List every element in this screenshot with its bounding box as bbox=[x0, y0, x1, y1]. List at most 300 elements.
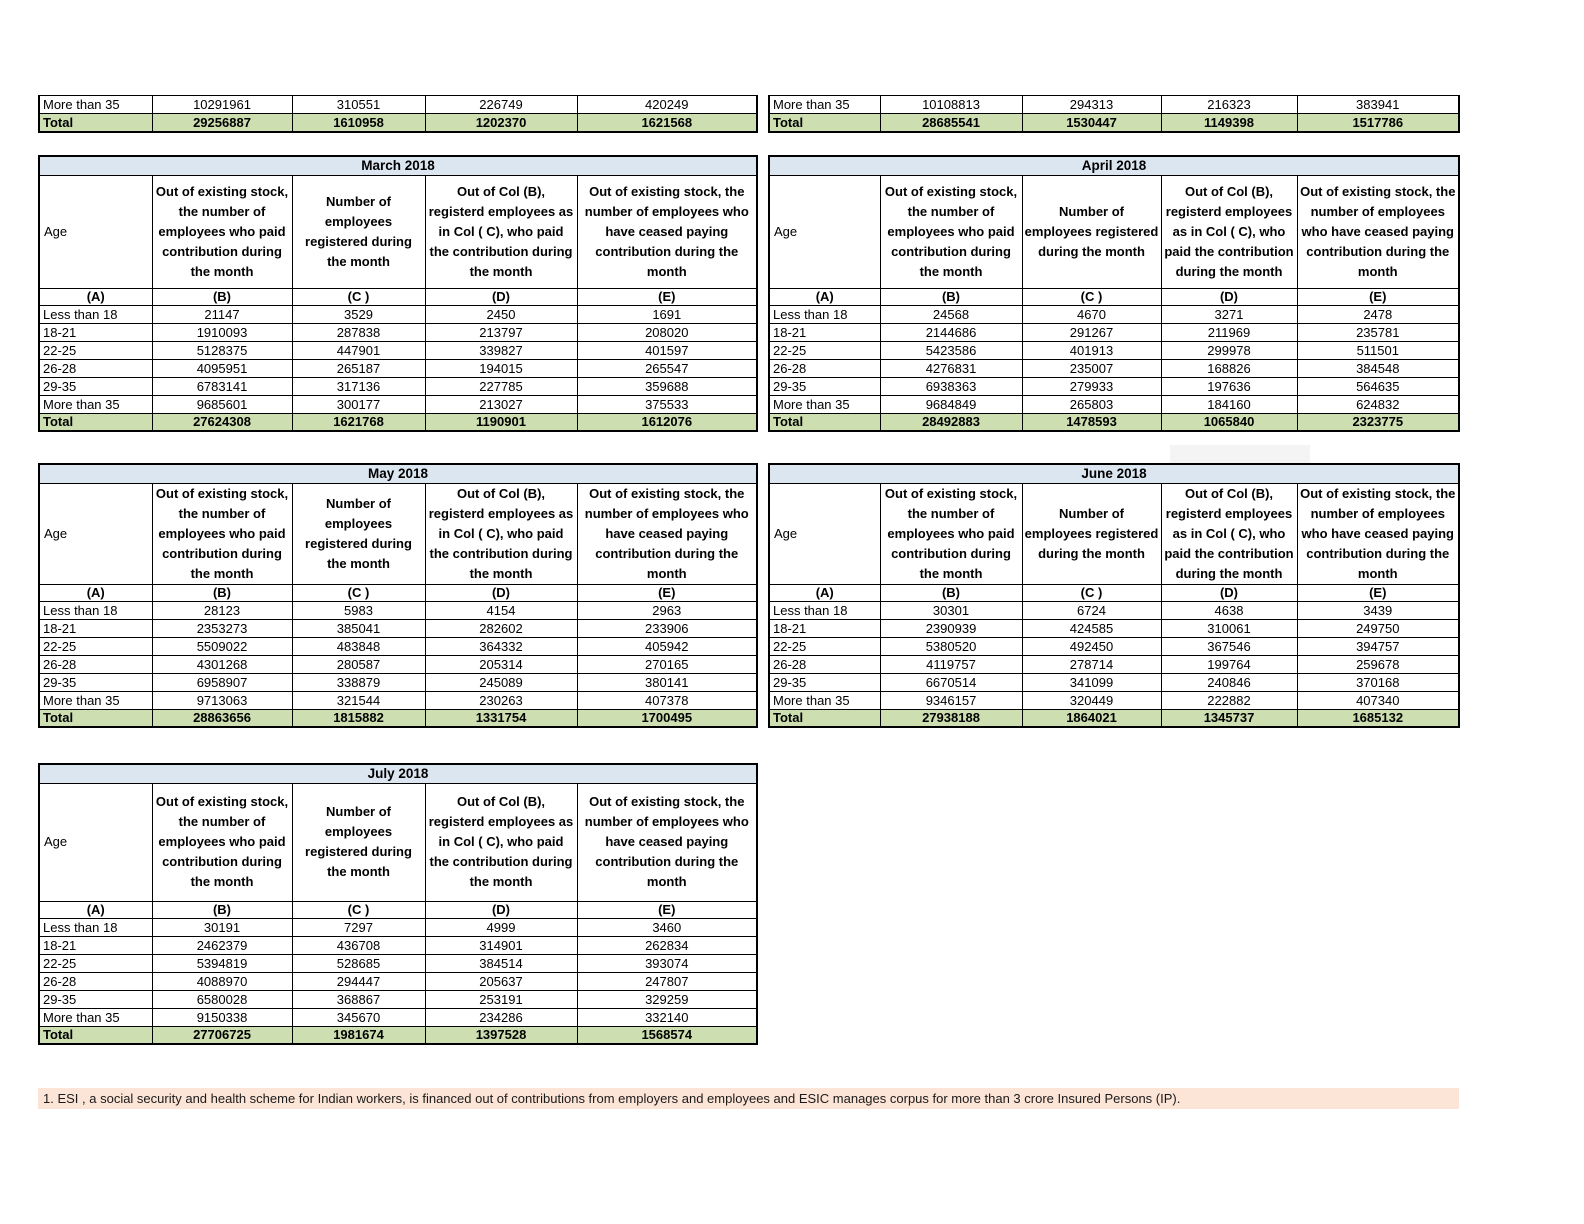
row-label-cell: 26-28 bbox=[769, 359, 880, 377]
value-cell: 1610958 bbox=[292, 114, 425, 132]
value-cell: 9713063 bbox=[152, 691, 292, 709]
total-row bbox=[769, 709, 1459, 727]
table-row bbox=[39, 359, 757, 377]
march-rows bbox=[39, 305, 757, 431]
table-row bbox=[39, 990, 757, 1008]
value-cell: 28685541 bbox=[880, 114, 1022, 132]
value-cell: 341099 bbox=[1022, 673, 1161, 691]
value-cell: 364332 bbox=[425, 637, 577, 655]
table-row bbox=[769, 601, 1459, 619]
row-label-cell: 29-35 bbox=[39, 377, 152, 395]
value-cell: 245089 bbox=[425, 673, 577, 691]
row-label-cell: 22-25 bbox=[769, 637, 880, 655]
value-cell: 1517786 bbox=[1297, 114, 1459, 132]
value-cell: 394757 bbox=[1297, 637, 1459, 655]
row-label-cell: 18-21 bbox=[769, 323, 880, 341]
table-row bbox=[39, 601, 757, 619]
table-row bbox=[769, 341, 1459, 359]
row-label-cell: Total bbox=[769, 114, 880, 132]
column-letters-row bbox=[39, 288, 757, 305]
table-row bbox=[769, 377, 1459, 395]
column-letter: (D) bbox=[425, 584, 577, 601]
value-cell: 235007 bbox=[1022, 359, 1161, 377]
value-cell: 332140 bbox=[577, 1008, 757, 1026]
value-cell: 624832 bbox=[1297, 395, 1459, 413]
table-row bbox=[39, 377, 757, 395]
row-label-cell: More than 35 bbox=[769, 691, 880, 709]
table-row bbox=[769, 691, 1459, 709]
row-label-cell: Less than 18 bbox=[769, 305, 880, 323]
value-cell: 5423586 bbox=[880, 341, 1022, 359]
row-label-cell: More than 35 bbox=[39, 395, 152, 413]
value-cell: 226749 bbox=[425, 96, 577, 114]
column-header-d: Out of Col (B), registerd employees as in Col ( C), who paid the contribution during the month bbox=[1161, 175, 1297, 288]
table-row bbox=[769, 305, 1459, 323]
value-cell: 3271 bbox=[1161, 305, 1297, 323]
value-cell: 205314 bbox=[425, 655, 577, 673]
row-label-cell: 22-25 bbox=[39, 341, 152, 359]
july-rows bbox=[39, 918, 757, 1044]
row-label-cell: Total bbox=[39, 709, 152, 727]
value-cell: 5394819 bbox=[152, 954, 292, 972]
value-cell: 300177 bbox=[292, 395, 425, 413]
value-cell: 1612076 bbox=[577, 413, 757, 431]
row-label-cell: Total bbox=[769, 413, 880, 431]
column-header-c: Number of employees registered during the month bbox=[1022, 175, 1161, 288]
column-letter: (B) bbox=[152, 901, 292, 918]
total-row bbox=[39, 114, 757, 132]
table-row bbox=[769, 673, 1459, 691]
value-cell: 420249 bbox=[577, 96, 757, 114]
row-label-cell: 18-21 bbox=[39, 323, 152, 341]
value-cell: 299978 bbox=[1161, 341, 1297, 359]
value-cell: 265187 bbox=[292, 359, 425, 377]
value-cell: 4088970 bbox=[152, 972, 292, 990]
column-letter: (E) bbox=[1297, 288, 1459, 305]
value-cell: 265547 bbox=[577, 359, 757, 377]
value-cell: 436708 bbox=[292, 936, 425, 954]
value-cell: 492450 bbox=[1022, 637, 1161, 655]
row-label-cell: Less than 18 bbox=[39, 918, 152, 936]
value-cell: 27938188 bbox=[880, 709, 1022, 727]
column-letter: (B) bbox=[880, 584, 1022, 601]
value-cell: 278714 bbox=[1022, 655, 1161, 673]
row-label-cell: 22-25 bbox=[769, 341, 880, 359]
column-letter: (C ) bbox=[1022, 288, 1161, 305]
table-row bbox=[39, 1008, 757, 1026]
value-cell: 294313 bbox=[1022, 96, 1161, 114]
value-cell: 1202370 bbox=[425, 114, 577, 132]
value-cell: 321544 bbox=[292, 691, 425, 709]
column-header-d: Out of Col (B), registerd employees as in Col ( C), who paid the contribution during the month bbox=[425, 783, 577, 901]
value-cell: 3439 bbox=[1297, 601, 1459, 619]
value-cell: 168826 bbox=[1161, 359, 1297, 377]
row-label-cell: 26-28 bbox=[39, 655, 152, 673]
table-row bbox=[39, 936, 757, 954]
table-row bbox=[39, 96, 757, 114]
value-cell: 345670 bbox=[292, 1008, 425, 1026]
row-label-cell: More than 35 bbox=[39, 691, 152, 709]
row-label-cell: 29-35 bbox=[39, 673, 152, 691]
value-cell: 359688 bbox=[577, 377, 757, 395]
value-cell: 4276831 bbox=[880, 359, 1022, 377]
table-row bbox=[39, 691, 757, 709]
column-header-b: Out of existing stock, the number of employees who paid contribution during the month bbox=[152, 483, 292, 584]
row-label-cell: More than 35 bbox=[39, 1008, 152, 1026]
month-title: March 2018 bbox=[39, 156, 757, 175]
value-cell: 4301268 bbox=[152, 655, 292, 673]
value-cell: 483848 bbox=[292, 637, 425, 655]
total-row bbox=[39, 413, 757, 431]
column-header-e: Out of existing stock, the number of employees who have ceased paying contribution during the month bbox=[1297, 175, 1459, 288]
value-cell: 21147 bbox=[152, 305, 292, 323]
value-cell: 287838 bbox=[292, 323, 425, 341]
value-cell: 3460 bbox=[577, 918, 757, 936]
row-label-cell: 29-35 bbox=[769, 377, 880, 395]
table-row bbox=[39, 637, 757, 655]
value-cell: 383941 bbox=[1297, 96, 1459, 114]
row-label-cell: Less than 18 bbox=[769, 601, 880, 619]
value-cell: 5983 bbox=[292, 601, 425, 619]
value-cell: 5380520 bbox=[880, 637, 1022, 655]
column-header-b: Out of existing stock, the number of employees who paid contribution during the month bbox=[880, 175, 1022, 288]
value-cell: 511501 bbox=[1297, 341, 1459, 359]
row-label-cell: Total bbox=[39, 114, 152, 132]
value-cell: 1910093 bbox=[152, 323, 292, 341]
value-cell: 5509022 bbox=[152, 637, 292, 655]
value-cell: 7297 bbox=[292, 918, 425, 936]
value-cell: 310061 bbox=[1161, 619, 1297, 637]
column-letters-row bbox=[769, 288, 1459, 305]
value-cell: 10108813 bbox=[880, 96, 1022, 114]
table-row bbox=[39, 972, 757, 990]
value-cell: 314901 bbox=[425, 936, 577, 954]
value-cell: 10291961 bbox=[152, 96, 292, 114]
artifact-band bbox=[1170, 445, 1310, 463]
value-cell: 253191 bbox=[425, 990, 577, 1008]
value-cell: 1621768 bbox=[292, 413, 425, 431]
value-cell: 216323 bbox=[1161, 96, 1297, 114]
row-label-cell: 29-35 bbox=[769, 673, 880, 691]
table-row bbox=[39, 395, 757, 413]
row-label-cell: Total bbox=[769, 709, 880, 727]
value-cell: 6724 bbox=[1022, 601, 1161, 619]
column-header-e: Out of existing stock, the number of employees who have ceased paying contribution during the month bbox=[1297, 483, 1459, 584]
month-title: April 2018 bbox=[769, 156, 1459, 175]
row-label-cell: 29-35 bbox=[39, 990, 152, 1008]
value-cell: 1331754 bbox=[425, 709, 577, 727]
column-letter: (C ) bbox=[292, 901, 425, 918]
value-cell: 320449 bbox=[1022, 691, 1161, 709]
april-rows bbox=[769, 305, 1459, 431]
column-letter: (D) bbox=[1161, 288, 1297, 305]
june-2018-table bbox=[768, 463, 1460, 728]
value-cell: 24568 bbox=[880, 305, 1022, 323]
column-letters-row bbox=[39, 584, 757, 601]
value-cell: 367546 bbox=[1161, 637, 1297, 655]
footnote: 1. ESI , a social security and health scheme for Indian workers, is financed out of contributions from employers and employees and ESIC manages corpus for more than 3 crore Insured Persons (IP). bbox=[38, 1088, 1459, 1109]
value-cell: 338879 bbox=[292, 673, 425, 691]
value-cell: 184160 bbox=[1161, 395, 1297, 413]
value-cell: 249750 bbox=[1297, 619, 1459, 637]
value-cell: 27624308 bbox=[152, 413, 292, 431]
column-header-d: Out of Col (B), registerd employees as in Col ( C), who paid the contribution during the month bbox=[425, 483, 577, 584]
value-cell: 28123 bbox=[152, 601, 292, 619]
value-cell: 2144686 bbox=[880, 323, 1022, 341]
column-letter: (A) bbox=[769, 288, 880, 305]
column-header-c: Number of employees registered during the month bbox=[292, 175, 425, 288]
value-cell: 1345737 bbox=[1161, 709, 1297, 727]
row-label-cell: Total bbox=[39, 413, 152, 431]
value-cell: 265803 bbox=[1022, 395, 1161, 413]
value-cell: 4638 bbox=[1161, 601, 1297, 619]
column-header-d: Out of Col (B), registerd employees as in Col ( C), who paid the contribution during the month bbox=[425, 175, 577, 288]
value-cell: 384514 bbox=[425, 954, 577, 972]
march-2018-table bbox=[38, 155, 758, 432]
value-cell: 3529 bbox=[292, 305, 425, 323]
value-cell: 29256887 bbox=[152, 114, 292, 132]
value-cell: 2323775 bbox=[1297, 413, 1459, 431]
table-row bbox=[39, 323, 757, 341]
age-column-header: Age bbox=[39, 483, 152, 584]
table-row bbox=[769, 619, 1459, 637]
value-cell: 393074 bbox=[577, 954, 757, 972]
value-cell: 4154 bbox=[425, 601, 577, 619]
column-header-e: Out of existing stock, the number of employees who have ceased paying contribution during the month bbox=[577, 483, 757, 584]
column-letters-row bbox=[39, 901, 757, 918]
value-cell: 317136 bbox=[292, 377, 425, 395]
value-cell: 407378 bbox=[577, 691, 757, 709]
value-cell: 2450 bbox=[425, 305, 577, 323]
table-row bbox=[39, 918, 757, 936]
row-label-cell: 18-21 bbox=[39, 936, 152, 954]
partial-table-right bbox=[768, 95, 1460, 133]
value-cell: 235781 bbox=[1297, 323, 1459, 341]
value-cell: 27706725 bbox=[152, 1026, 292, 1044]
value-cell: 4119757 bbox=[880, 655, 1022, 673]
value-cell: 1700495 bbox=[577, 709, 757, 727]
table-row bbox=[769, 637, 1459, 655]
total-row bbox=[39, 1026, 757, 1044]
column-letter: (D) bbox=[425, 901, 577, 918]
value-cell: 6580028 bbox=[152, 990, 292, 1008]
value-cell: 401597 bbox=[577, 341, 757, 359]
column-letter: (C ) bbox=[1022, 584, 1161, 601]
value-cell: 6670514 bbox=[880, 673, 1022, 691]
row-label-cell: More than 35 bbox=[769, 96, 880, 114]
column-header-c: Number of employees registered during the month bbox=[292, 783, 425, 901]
value-cell: 407340 bbox=[1297, 691, 1459, 709]
value-cell: 528685 bbox=[292, 954, 425, 972]
column-letter: (E) bbox=[577, 901, 757, 918]
table-row bbox=[39, 305, 757, 323]
value-cell: 28492883 bbox=[880, 413, 1022, 431]
value-cell: 1864021 bbox=[1022, 709, 1161, 727]
table-row bbox=[39, 954, 757, 972]
value-cell: 1530447 bbox=[1022, 114, 1161, 132]
value-cell: 28863656 bbox=[152, 709, 292, 727]
value-cell: 213027 bbox=[425, 395, 577, 413]
column-letter: (A) bbox=[39, 901, 152, 918]
value-cell: 291267 bbox=[1022, 323, 1161, 341]
value-cell: 6938363 bbox=[880, 377, 1022, 395]
column-letter: (B) bbox=[152, 584, 292, 601]
age-column-header: Age bbox=[769, 483, 880, 584]
value-cell: 227785 bbox=[425, 377, 577, 395]
table-row bbox=[769, 359, 1459, 377]
column-letter: (D) bbox=[1161, 584, 1297, 601]
column-letter: (C ) bbox=[292, 584, 425, 601]
column-header-c: Number of employees registered during the month bbox=[1022, 483, 1161, 584]
value-cell: 6958907 bbox=[152, 673, 292, 691]
value-cell: 405942 bbox=[577, 637, 757, 655]
value-cell: 211969 bbox=[1161, 323, 1297, 341]
value-cell: 385041 bbox=[292, 619, 425, 637]
value-cell: 2963 bbox=[577, 601, 757, 619]
column-letter: (C ) bbox=[292, 288, 425, 305]
value-cell: 233906 bbox=[577, 619, 757, 637]
row-label-cell: 18-21 bbox=[769, 619, 880, 637]
value-cell: 329259 bbox=[577, 990, 757, 1008]
value-cell: 1397528 bbox=[425, 1026, 577, 1044]
value-cell: 2478 bbox=[1297, 305, 1459, 323]
value-cell: 205637 bbox=[425, 972, 577, 990]
value-cell: 424585 bbox=[1022, 619, 1161, 637]
column-header-e: Out of existing stock, the number of employees who have ceased paying contribution during the month bbox=[577, 783, 757, 901]
july-2018-table bbox=[38, 763, 758, 1045]
age-column-header: Age bbox=[39, 175, 152, 288]
value-cell: 247807 bbox=[577, 972, 757, 990]
value-cell: 447901 bbox=[292, 341, 425, 359]
column-header-c: Number of employees registered during the month bbox=[292, 483, 425, 584]
row-label-cell: 22-25 bbox=[39, 954, 152, 972]
table-row bbox=[769, 323, 1459, 341]
value-cell: 1691 bbox=[577, 305, 757, 323]
value-cell: 9346157 bbox=[880, 691, 1022, 709]
value-cell: 230263 bbox=[425, 691, 577, 709]
value-cell: 194015 bbox=[425, 359, 577, 377]
value-cell: 240846 bbox=[1161, 673, 1297, 691]
april-2018-table bbox=[768, 155, 1460, 432]
row-label-cell: 26-28 bbox=[39, 972, 152, 990]
row-label-cell: More than 35 bbox=[769, 395, 880, 413]
value-cell: 270165 bbox=[577, 655, 757, 673]
table-row bbox=[39, 619, 757, 637]
value-cell: 1149398 bbox=[1161, 114, 1297, 132]
value-cell: 30191 bbox=[152, 918, 292, 936]
column-header-b: Out of existing stock, the number of employees who paid contribution during the month bbox=[880, 483, 1022, 584]
may-rows bbox=[39, 601, 757, 727]
column-letter: (D) bbox=[425, 288, 577, 305]
value-cell: 368867 bbox=[292, 990, 425, 1008]
partial-left-rows bbox=[39, 96, 757, 132]
table-row bbox=[769, 395, 1459, 413]
value-cell: 222882 bbox=[1161, 691, 1297, 709]
value-cell: 4095951 bbox=[152, 359, 292, 377]
table-row bbox=[769, 96, 1459, 114]
value-cell: 380141 bbox=[577, 673, 757, 691]
june-rows bbox=[769, 601, 1459, 727]
row-label-cell: Less than 18 bbox=[39, 601, 152, 619]
value-cell: 2353273 bbox=[152, 619, 292, 637]
total-row bbox=[39, 709, 757, 727]
value-cell: 279933 bbox=[1022, 377, 1161, 395]
value-cell: 375533 bbox=[577, 395, 757, 413]
value-cell: 199764 bbox=[1161, 655, 1297, 673]
row-label-cell: 18-21 bbox=[39, 619, 152, 637]
age-column-header: Age bbox=[769, 175, 880, 288]
value-cell: 4999 bbox=[425, 918, 577, 936]
column-letter: (B) bbox=[152, 288, 292, 305]
column-letter: (A) bbox=[39, 288, 152, 305]
value-cell: 30301 bbox=[880, 601, 1022, 619]
row-label-cell: 26-28 bbox=[39, 359, 152, 377]
partial-right-rows bbox=[769, 96, 1459, 132]
value-cell: 208020 bbox=[577, 323, 757, 341]
value-cell: 4670 bbox=[1022, 305, 1161, 323]
value-cell: 294447 bbox=[292, 972, 425, 990]
value-cell: 384548 bbox=[1297, 359, 1459, 377]
value-cell: 234286 bbox=[425, 1008, 577, 1026]
value-cell: 1190901 bbox=[425, 413, 577, 431]
value-cell: 280587 bbox=[292, 655, 425, 673]
value-cell: 1065840 bbox=[1161, 413, 1297, 431]
value-cell: 401913 bbox=[1022, 341, 1161, 359]
value-cell: 282602 bbox=[425, 619, 577, 637]
may-2018-table bbox=[38, 463, 758, 728]
row-label-cell: Less than 18 bbox=[39, 305, 152, 323]
value-cell: 2462379 bbox=[152, 936, 292, 954]
value-cell: 339827 bbox=[425, 341, 577, 359]
total-row bbox=[769, 413, 1459, 431]
column-letter: (B) bbox=[880, 288, 1022, 305]
value-cell: 1478593 bbox=[1022, 413, 1161, 431]
column-header-d: Out of Col (B), registerd employees as in Col ( C), who paid the contribution during the month bbox=[1161, 483, 1297, 584]
column-letter: (E) bbox=[577, 288, 757, 305]
value-cell: 5128375 bbox=[152, 341, 292, 359]
value-cell: 370168 bbox=[1297, 673, 1459, 691]
total-row bbox=[769, 114, 1459, 132]
row-label-cell: More than 35 bbox=[39, 96, 152, 114]
month-title: July 2018 bbox=[39, 764, 757, 783]
column-header-b: Out of existing stock, the number of employees who paid contribution during the month bbox=[152, 783, 292, 901]
table-row bbox=[39, 341, 757, 359]
value-cell: 1815882 bbox=[292, 709, 425, 727]
value-cell: 2390939 bbox=[880, 619, 1022, 637]
row-label-cell: Total bbox=[39, 1026, 152, 1044]
column-letter: (A) bbox=[769, 584, 880, 601]
month-title: June 2018 bbox=[769, 464, 1459, 483]
table-row bbox=[769, 655, 1459, 673]
value-cell: 1621568 bbox=[577, 114, 757, 132]
column-letter: (A) bbox=[39, 584, 152, 601]
value-cell: 259678 bbox=[1297, 655, 1459, 673]
value-cell: 197636 bbox=[1161, 377, 1297, 395]
value-cell: 9685601 bbox=[152, 395, 292, 413]
value-cell: 1981674 bbox=[292, 1026, 425, 1044]
table-row bbox=[39, 673, 757, 691]
value-cell: 1685132 bbox=[1297, 709, 1459, 727]
partial-table-left bbox=[38, 95, 758, 133]
age-column-header: Age bbox=[39, 783, 152, 901]
value-cell: 6783141 bbox=[152, 377, 292, 395]
column-letter: (E) bbox=[577, 584, 757, 601]
value-cell: 262834 bbox=[577, 936, 757, 954]
column-header-e: Out of existing stock, the number of employees who have ceased paying contribution during the month bbox=[577, 175, 757, 288]
value-cell: 9684849 bbox=[880, 395, 1022, 413]
row-label-cell: 26-28 bbox=[769, 655, 880, 673]
column-header-b: Out of existing stock, the number of employees who paid contribution during the month bbox=[152, 175, 292, 288]
